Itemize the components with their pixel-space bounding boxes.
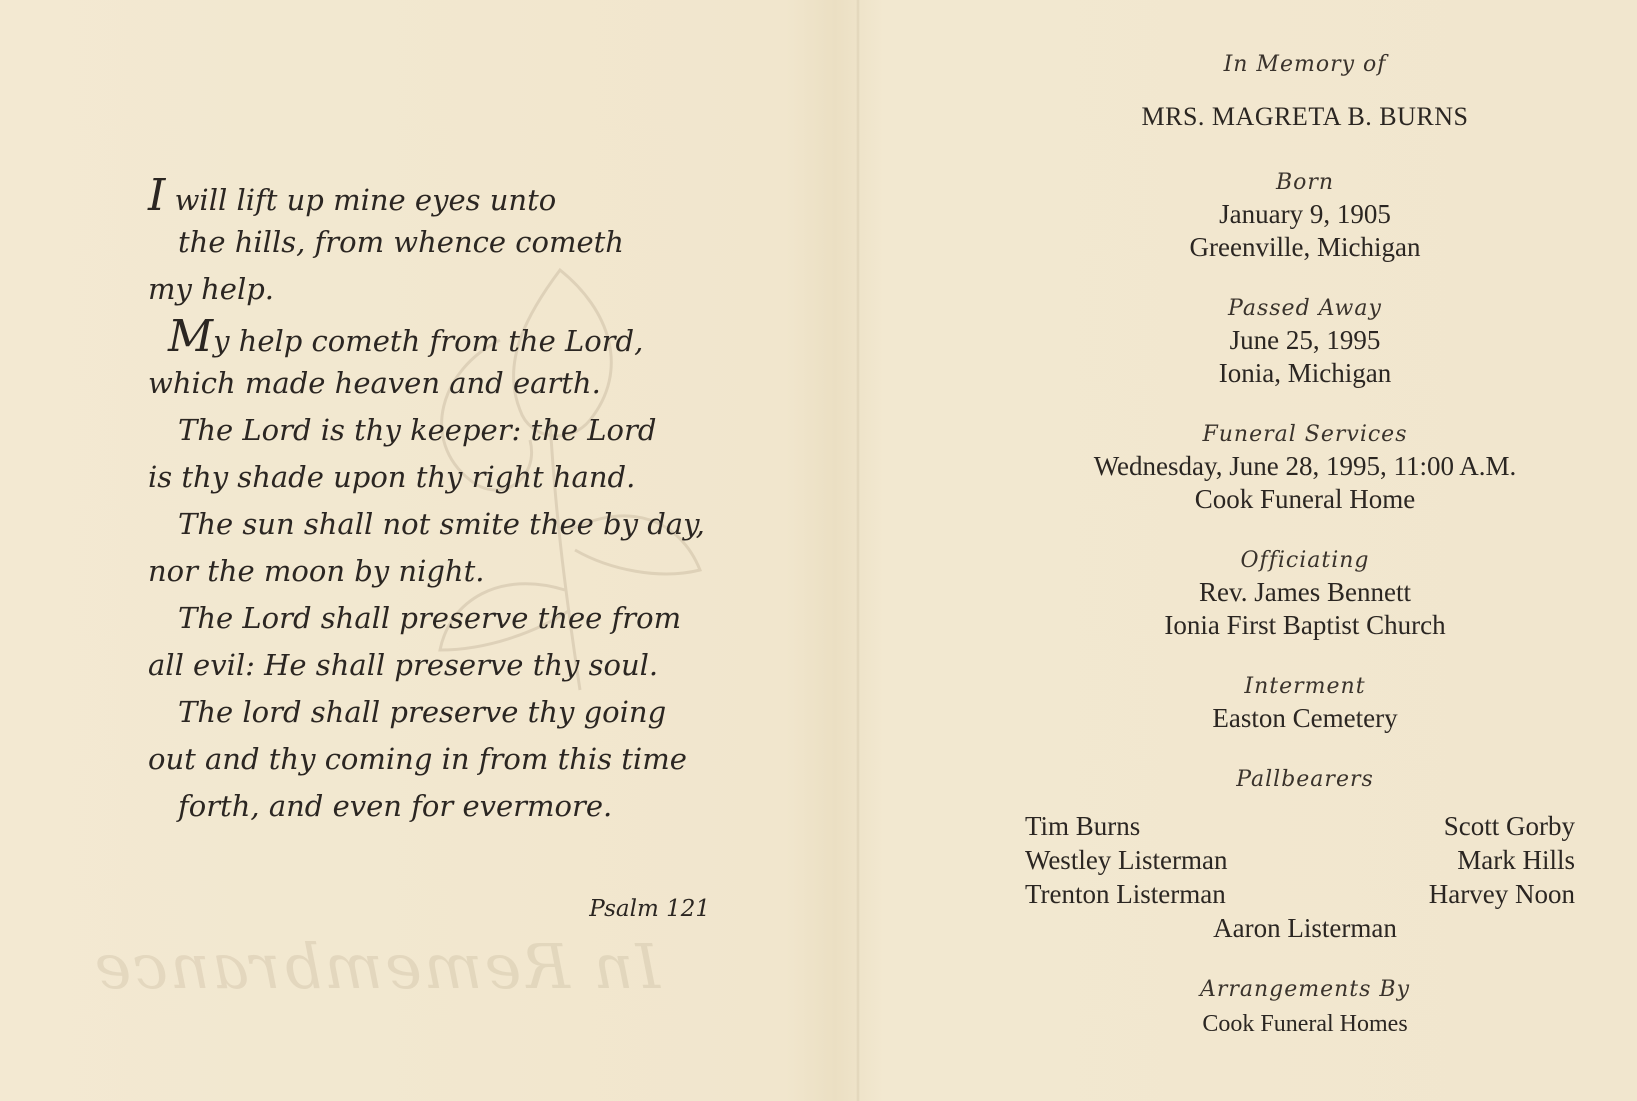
interment-place: Easton Cemetery xyxy=(1212,703,1398,733)
passed-place: Ionia, Michigan xyxy=(1218,358,1392,388)
psalm-line: nor the moon by night. xyxy=(148,554,485,588)
psalm-citation: Psalm 121 xyxy=(589,896,710,922)
psalm-line: the hills, from whence cometh xyxy=(178,225,624,259)
passed-date: June 25, 1995 xyxy=(1229,325,1381,355)
pallbearer-row xyxy=(1025,879,1575,912)
officiating-heading: Officiating xyxy=(1240,548,1370,573)
arrangements-name: Cook Funeral Homes xyxy=(1202,1011,1408,1037)
psalm-line: I will lift up mine eyes unto xyxy=(148,170,557,221)
passed-heading: Passed Away xyxy=(1228,296,1382,321)
services-heading: Funeral Services xyxy=(1202,422,1408,447)
pallbearer-name: Westley Listerman xyxy=(1025,845,1228,875)
psalm-line: The sun shall not smite thee by day, xyxy=(178,507,705,541)
psalm-line: my help. xyxy=(148,272,274,306)
watermark-remembrance: In Remembrance xyxy=(92,930,660,1003)
pallbearer-name: Aaron Listerman xyxy=(1213,913,1397,943)
psalm-line: forth, and even for evermore. xyxy=(178,789,613,823)
born-place: Greenville, Michigan xyxy=(1189,232,1421,262)
psalm-line: all evil: He shall preserve thy soul. xyxy=(148,648,659,682)
born-date: January 9, 1905 xyxy=(1219,199,1391,229)
pallbearer-name: Harvey Noon xyxy=(1428,879,1575,909)
psalm-line: The Lord is thy keeper: the Lord xyxy=(178,413,657,447)
pallbearer-row xyxy=(1025,811,1575,844)
pallbearer-name: Trenton Listerman xyxy=(1025,879,1226,909)
pallbearers-heading: Pallbearers xyxy=(1236,767,1374,792)
in-memory-heading: In Memory of xyxy=(1223,52,1387,77)
psalm-line: is thy shade upon thy right hand. xyxy=(148,460,636,494)
deceased-name: MRS. MAGRETA B. BURNS xyxy=(1141,102,1469,131)
psalm-line: The Lord shall preserve thee from xyxy=(178,601,682,635)
pallbearer-row xyxy=(1025,845,1575,878)
psalm-line: My help cometh from the Lord, xyxy=(168,311,644,362)
born-heading: Born xyxy=(1275,170,1335,195)
pallbearer-name: Mark Hills xyxy=(1457,845,1575,875)
pallbearer-name: Scott Gorby xyxy=(1443,811,1575,841)
psalm-text xyxy=(148,172,848,830)
psalm-line: The lord shall preserve thy going xyxy=(178,695,667,729)
pallbearer-name: Tim Burns xyxy=(1025,811,1141,841)
officiant-church: Ionia First Baptist Church xyxy=(1164,610,1446,640)
psalm-line: out and thy coming in from this time xyxy=(148,742,687,776)
services-datetime: Wednesday, June 28, 1995, 11:00 A.M. xyxy=(1093,451,1517,481)
interment-heading: Interment xyxy=(1244,674,1366,699)
services-place: Cook Funeral Home xyxy=(1194,484,1416,514)
officiant: Rev. James Bennett xyxy=(1199,577,1411,607)
arrangements-heading: Arrangements By xyxy=(1199,977,1411,1002)
psalm-line: which made heaven and earth. xyxy=(148,366,601,400)
card-fold xyxy=(856,0,860,1101)
